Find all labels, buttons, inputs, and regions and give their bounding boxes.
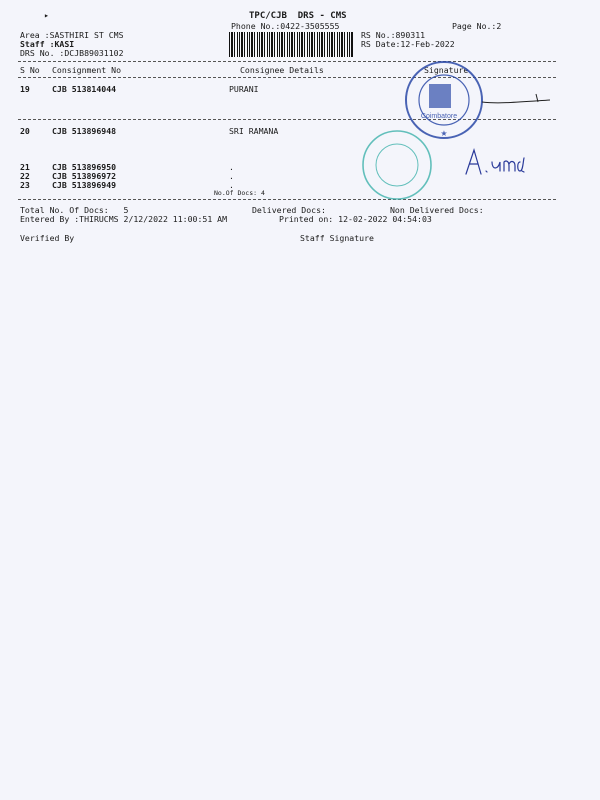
area: Area :SASTHIRI ST CMS (20, 30, 124, 40)
handwritten-name (462, 144, 526, 180)
row-consignee: PURANI (229, 84, 259, 94)
row-sno: 22 (20, 171, 30, 181)
row-sno: 21 (20, 162, 30, 172)
rs-number: RS No.:890311 (361, 30, 426, 40)
column-header-sno: S No (20, 65, 40, 75)
total-docs: Total No. Of Docs: 5 (20, 205, 129, 215)
verified-by: Verified By (20, 233, 75, 243)
svg-text:Coimbatore: Coimbatore (420, 113, 458, 120)
row-consignment: CJB 513814044 (52, 84, 117, 94)
scan-mark: ▸ (44, 10, 49, 20)
non-delivered-docs: Non Delivered Docs: (390, 205, 484, 215)
column-header-signature: Signature (424, 65, 469, 75)
row-consignment: CJB 513896948 (52, 126, 117, 136)
entered-by: Entered By :THIRUCMS 2/12/2022 11:00:51 AM (20, 214, 228, 224)
row-consignee: SRI RAMANA (229, 126, 279, 136)
printed-on: Printed on: 12-02-2022 04:54:03 (279, 214, 432, 224)
staff-signature: Staff Signature (300, 233, 374, 243)
row-consignment: CJB 513896949 (52, 180, 117, 190)
drs-number: DRS No. :DCJB89031102 (20, 48, 124, 58)
rs-date: RS Date:12-Feb-2022 (361, 39, 455, 49)
row-sno: 20 (20, 126, 30, 136)
divider (18, 199, 556, 200)
column-header-consignee: Consignee Details (240, 65, 324, 75)
no-of-docs: No.Of Docs: 4 (214, 189, 265, 197)
row-consignment: CJB 513896972 (52, 171, 117, 181)
barcode (229, 32, 353, 57)
page-number: Page No.:2 (452, 21, 502, 31)
phone-number: Phone No.:0422-3505555 (231, 21, 340, 31)
staff: Staff :KASI (20, 39, 75, 49)
agency-stamp (355, 128, 439, 202)
column-header-consignment: Consignment No (52, 65, 122, 75)
row-consignee: . (229, 162, 234, 172)
document-title: TPC/CJB DRS - CMS (249, 11, 347, 21)
delivered-docs: Delivered Docs: (252, 205, 326, 215)
row-consignee: . (229, 171, 234, 181)
row-consignment: CJB 513896950 (52, 162, 117, 172)
signature-scribble (480, 88, 552, 110)
svg-text:★: ★ (440, 129, 448, 138)
row-sno: 23 (20, 180, 30, 190)
row-sno: 19 (20, 84, 30, 94)
row-consignee: . (229, 180, 234, 190)
